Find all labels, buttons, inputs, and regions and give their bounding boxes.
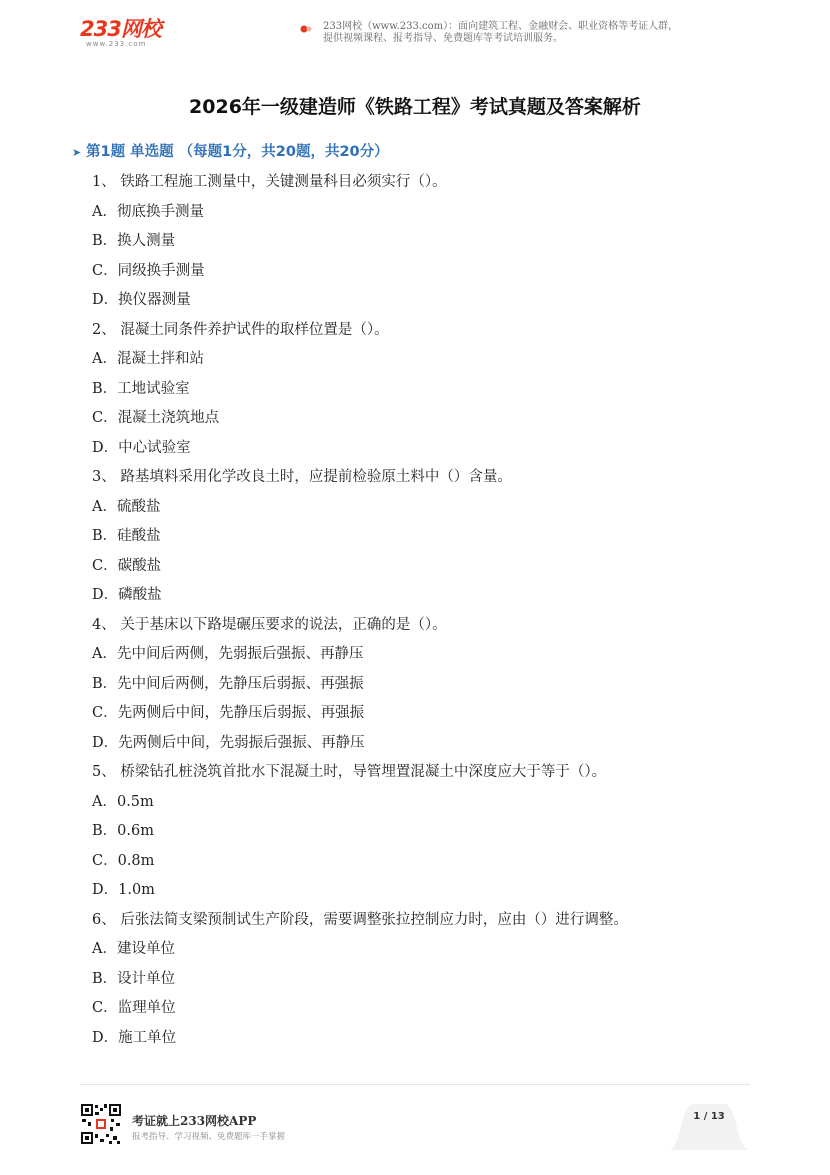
option-line: A．先中间后两侧，先弱振后强振、再静压	[92, 646, 364, 662]
question-4: 4、 关于基床以下路堤碾压要求的说法，正确的是（）。	[92, 616, 447, 633]
option-line: B．工地试验室	[92, 380, 190, 397]
option-line: A．混凝土拌和站	[92, 351, 204, 367]
option-line: C．0.8m	[92, 852, 155, 869]
option-line: A．硫酸盐	[92, 498, 161, 515]
logo-text: 233网校	[80, 17, 161, 41]
option-line: A．建设单位	[92, 941, 175, 957]
option-line: D．1.0m	[92, 882, 155, 898]
option-line: C．混凝土浇筑地点	[92, 410, 220, 426]
question-2: 2、 混凝土同条件养护试件的取样位置是（）。	[92, 321, 389, 338]
option-line: A．彻底换手测量	[92, 203, 204, 220]
option-line: B．硅酸盐	[92, 528, 161, 544]
qr-code-icon[interactable]	[80, 1103, 122, 1145]
question-3: 3、 路基填料采用化学改良土时，应提前检验原土料中（）含量。	[92, 469, 512, 485]
option-line: B．先中间后两侧，先静压后弱振、再强振	[92, 675, 364, 692]
footer-app-subtitle: 报考指导、学习视频、免费题库一手掌握	[132, 1132, 286, 1142]
option-line: A．0.5m	[92, 793, 154, 810]
page-title: 2026年一级建造师《铁路工程》考试真题及答案解析	[189, 96, 641, 118]
option-line: D．磷酸盐	[92, 587, 162, 603]
option-line: D．施工单位	[92, 1029, 177, 1046]
footer-divider	[80, 1084, 750, 1085]
option-line: D．换仪器测量	[92, 292, 191, 308]
option-line: B．0.6m	[92, 823, 154, 839]
question-list	[92, 168, 772, 1053]
option-line: B．设计单位	[92, 970, 176, 987]
option-line: B．换人测量	[92, 233, 176, 249]
section-heading	[72, 140, 389, 161]
option-line: C．监理单位	[92, 1000, 176, 1016]
question-6: 6、 后张法简支梁预制试生产阶段，需要调整张拉控制应力时，应由（）进行调整。	[92, 911, 628, 928]
site-intro-line-1: 233网校（www.233.com）：面向建筑工程、金融财会、职业资格等考证人群，	[323, 21, 679, 32]
question-5: 5、 桥梁钻孔桩浇筑首批水下混凝土时，导管埋置混凝土中深度应大于等于（）。	[92, 764, 607, 780]
footer-app-title: 考证就上233网校APP	[132, 1114, 257, 1128]
option-line: C．同级换手测量	[92, 262, 205, 279]
brand-logo[interactable]	[80, 18, 180, 50]
section-label: 第1题 单选题 （每题1分，共20题，共20分）	[86, 144, 389, 160]
option-line: D．中心试验室	[92, 439, 191, 456]
site-intro-line-2: 提供视频课程、报考指导、免费题库等考试培训服务。	[323, 33, 563, 44]
page-header	[0, 0, 830, 60]
page-tab-shape	[668, 1102, 750, 1150]
bullet-icon	[300, 25, 312, 33]
logo-url: www.233.com	[86, 40, 147, 48]
option-line: D．先两侧后中间，先弱振后强振、再静压	[92, 734, 365, 751]
page-number: 1 / 13	[693, 1111, 725, 1122]
option-line: C．先两侧后中间，先静压后弱振、再强振	[92, 705, 365, 721]
arrow-icon: ➤	[72, 146, 82, 159]
question-1: 1、 铁路工程施工测量中，关键测量科目必须实行（）。	[92, 174, 447, 190]
site-intro	[323, 21, 753, 45]
option-line: C．碳酸盐	[92, 557, 162, 574]
